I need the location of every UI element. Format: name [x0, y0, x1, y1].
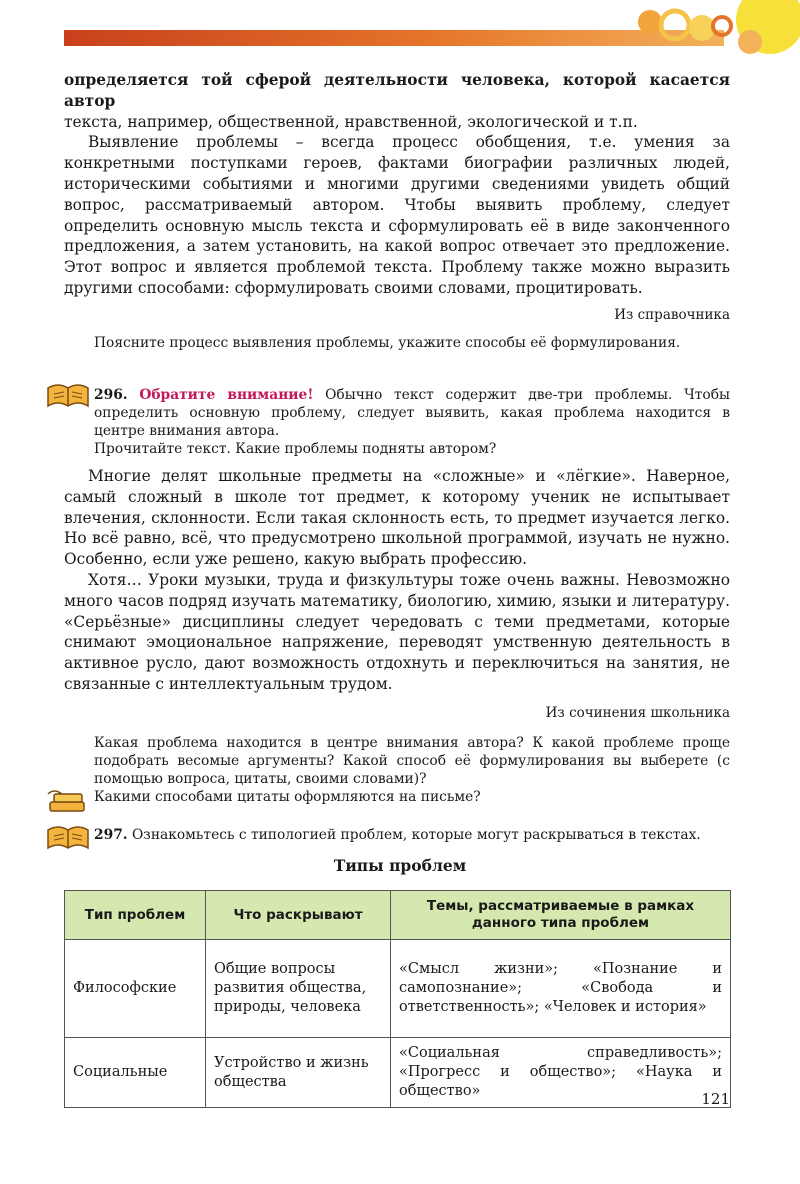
task-number: 296. [94, 387, 128, 403]
header-type: Тип проблем [65, 891, 206, 940]
header-themes: Темы, рассматриваемые в рамках данного типа проблем [391, 891, 731, 940]
table-header-row [65, 891, 731, 940]
task-number: 297. [94, 827, 128, 843]
source-reference: Из справочника [614, 307, 730, 323]
table-cell: Социальные [65, 1038, 206, 1108]
table-title: Типы проблем [333, 856, 467, 875]
book-icon [46, 822, 90, 852]
attention-label: Обратите внимание! [139, 387, 314, 403]
task-297 [94, 826, 730, 844]
essay-paragraph-2: Хотя… Уроки музыки, труда и физкультуры тоже очень важны. Невозможно много часов подряд изучать математику, биологию, химию, языки и литературу. «Серьёзные» дисциплины следует чередовать с теми предметами, которые снимают эмоциональное напряжение, переводят умственную деятельность в активное русло, дают возможность отдохнуть и переключиться на занятия, не связанные с интеллектуальным трудом. [64, 570, 730, 693]
essay-paragraph-1: Многие делят школьные предметы на «сложные» и «лёгкие». Наверное, самый сложный в школе тот предмет, к которому ученик не испытывает влечения, склонности. Если такая склонность есть, то предмет изучается легко. Но всё равно, всё, что предусмотрено школьной программой, изучать не нужно. Особенно, если уже решено, какую выбрать профессию. [64, 467, 730, 569]
table-row [65, 940, 731, 1038]
question-text-2: Какими способами цитаты оформляются на письме? [94, 789, 481, 805]
paragraph-intro-bold: определяется той сферой деятельности человека, которой касается автор [64, 71, 730, 110]
task-instruction: Прочитайте текст. Какие проблемы подняты автором? [94, 441, 497, 457]
essay-text-block [64, 466, 730, 695]
task-text: Ознакомьтесь с типологией проблем, которые могут раскрываться в текстах. [132, 827, 701, 843]
question-block-1 [94, 334, 730, 352]
page-number: 121 [701, 1090, 730, 1108]
table-row [65, 1038, 731, 1108]
question-block-2 [94, 734, 730, 806]
question-text-1: Какая проблема находится в центре внимания автора? К какой проблеме проще подобрать весомые аргументы? Какой способ её формулирования вы выберете (с помощью вопроса, цитаты, своими словами)? [94, 735, 730, 787]
book-icon [46, 380, 90, 410]
header-reveals: Что раскрывают [206, 891, 391, 940]
table-cell: Философские [65, 940, 206, 1038]
source-reference-essay: Из сочинения школьника [545, 705, 730, 721]
table-cell: Общие вопросы развития общества, природы, человека [206, 940, 391, 1038]
task-text: Обычно текст содержит две-три проблемы. Чтобы определить основную проблему, следует выявить, какая проблема находится в центре внимания автора. [94, 387, 731, 439]
table-cell: «Социальная справедливость»; «Прогресс и общество»; «Наука и общество» [391, 1038, 731, 1108]
main-text-block [64, 70, 730, 299]
paragraph-intro-rest: текста, например, общественной, нравственной, экологической и т.п. [64, 112, 638, 131]
task-296 [94, 386, 730, 458]
paragraph-problem-definition: Выявление проблемы – всегда процесс обобщения, т.е. умения за конкретными поступками героев, фактами биографии различных людей, историческими событиями и многими другими сведениями увидеть общий вопрос, рассматриваемый автором. Чтобы выявить проблему, следует определить основную мысль текста и сформулировать её в виде законченного предложения, а затем установить, на какой вопрос отвечает это предложение. Этот вопрос и является проблемой текста. Проблему также можно выразить другими способами: сформулировать своими словами, процитировать. [64, 133, 730, 297]
question-text: Поясните процесс выявления проблемы, укажите способы её формулирования. [94, 335, 681, 351]
table-cell: Устройство и жизнь общества [206, 1038, 391, 1108]
books-stack-icon [46, 788, 88, 814]
table-cell: «Смысл жизни»; «Познание и самопознание»; «Свобода и ответственность»; «Человек и история» [391, 940, 731, 1038]
decorative-circles [620, 0, 800, 60]
problem-types-table [64, 890, 731, 1108]
